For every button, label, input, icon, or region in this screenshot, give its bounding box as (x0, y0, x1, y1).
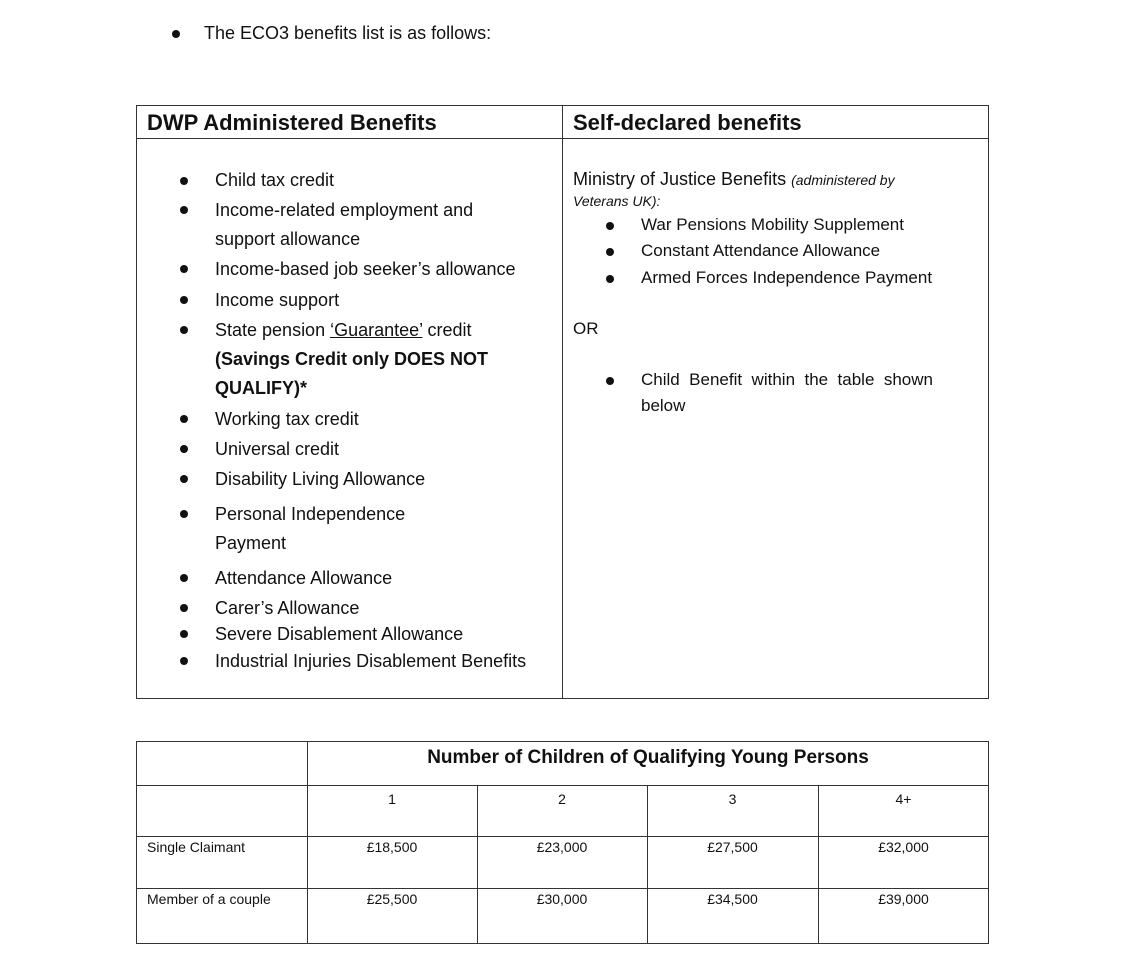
table-rule (136, 785, 989, 786)
list-bullet (180, 604, 188, 612)
child-benefit-item: Child Benefit within the table shown (641, 370, 933, 389)
table-cell: £39,000 (878, 891, 929, 907)
table-rule (136, 888, 989, 889)
list-item: Attendance Allowance (215, 568, 393, 588)
list-item: Income support (215, 290, 340, 310)
list-bullet (180, 510, 188, 518)
list-item-note: QUALIFY)* (215, 378, 307, 398)
list-item: support allowance (215, 229, 361, 249)
list-item: Personal Independence (215, 504, 406, 524)
list-bullet (606, 377, 614, 385)
dwp-benefits-header: DWP Administered Benefits (147, 110, 437, 135)
column-header: 1 (388, 791, 396, 807)
list-bullet (180, 445, 188, 453)
list-bullet (180, 630, 188, 638)
children-table-header: Number of Children of Qualifying Young Persons (427, 747, 869, 768)
list-bullet (180, 475, 188, 483)
list-item: Payment (215, 533, 287, 553)
table-cell: £27,500 (707, 839, 758, 855)
column-header: 4+ (895, 791, 912, 807)
moj-italic-note-line2: Veterans UK): (573, 193, 661, 209)
list-item: Severe Disablement Allowance (215, 624, 464, 644)
list-item: Constant Attendance Allowance (641, 241, 881, 260)
table-rule (477, 785, 478, 944)
table-rule (136, 836, 989, 837)
list-bullet (180, 265, 188, 273)
list-bullet (180, 296, 188, 304)
pension-suffix: credit (422, 320, 472, 340)
table-cell: £34,500 (707, 891, 758, 907)
list-item: Carer’s Allowance (215, 598, 360, 618)
list-item-note: (Savings Credit only DOES NOT (215, 349, 489, 369)
list-item: Income-based job seeker’s allowance (215, 259, 516, 279)
or-text: OR (573, 319, 599, 338)
table-cell: £25,500 (366, 891, 418, 907)
intro-bullet (172, 30, 180, 38)
child-benefit-item-line2: below (641, 396, 686, 415)
list-item (215, 316, 472, 345)
moj-prefix: Ministry of Justice Benefits (573, 169, 792, 189)
list-bullet (180, 206, 188, 214)
list-bullet (180, 177, 188, 185)
list-bullet (606, 222, 614, 230)
row-label: Single Claimant (147, 839, 246, 855)
list-item: Universal credit (215, 439, 340, 459)
benefits-table-column-divider (562, 105, 563, 699)
row-label: Member of a couple (147, 891, 271, 907)
column-header: 2 (558, 791, 566, 807)
moj-heading (573, 165, 895, 195)
list-item: Income-related employment and (215, 200, 474, 220)
list-item: Disability Living Allowance (215, 469, 426, 489)
guarantee-text: ‘Guarantee’ (330, 320, 423, 340)
table-cell: £32,000 (878, 839, 929, 855)
list-item: Armed Forces Independence Payment (641, 268, 933, 287)
list-bullet (606, 248, 614, 256)
table-cell: £18,500 (366, 839, 418, 855)
moj-italic-note: (administered by (791, 172, 895, 188)
pension-prefix: State pension (215, 320, 331, 340)
table-rule (647, 785, 648, 944)
list-bullet (180, 574, 188, 582)
intro-text: The ECO3 benefits list is as follows: (204, 23, 492, 43)
column-header: 3 (728, 791, 737, 807)
table-rule (818, 785, 819, 944)
list-item: Working tax credit (215, 409, 359, 429)
list-item: Child tax credit (215, 170, 335, 190)
table-cell: £23,000 (536, 839, 588, 855)
list-bullet (606, 275, 614, 283)
list-bullet (180, 657, 188, 665)
list-item: War Pensions Mobility Supplement (641, 215, 904, 234)
list-bullet (180, 415, 188, 423)
list-bullet (180, 326, 188, 334)
self-declared-header: Self-declared benefits (573, 110, 802, 135)
table-cell: £30,000 (536, 891, 588, 907)
list-item: Industrial Injuries Disablement Benefits (215, 651, 527, 671)
